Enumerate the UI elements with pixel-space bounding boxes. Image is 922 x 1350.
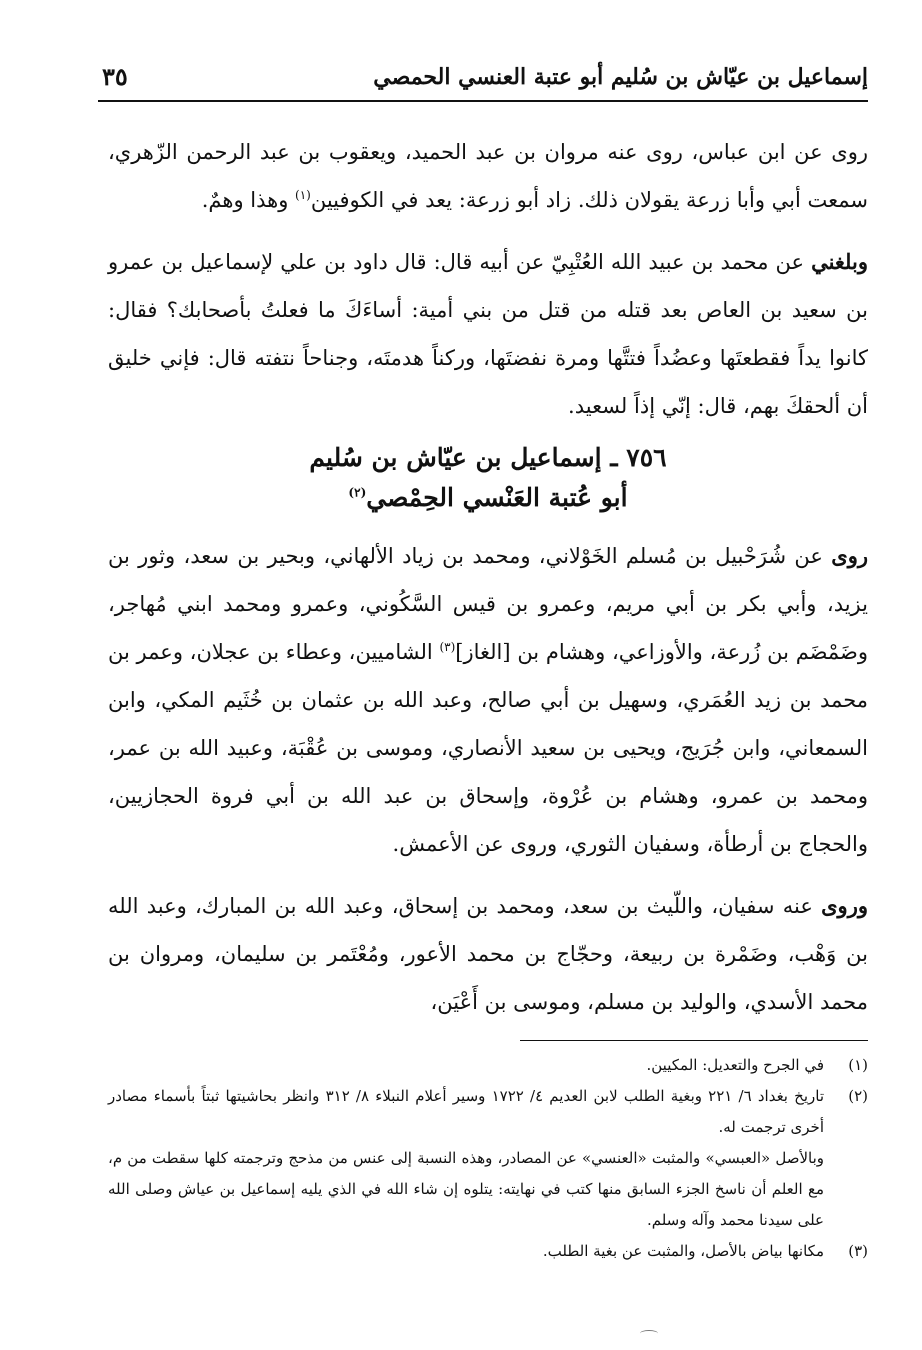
footnote-2-text: تاريخ بغداد ٦/ ٢٢١ وبغية الطلب لابن العديم ٤/ ١٧٢٢ وسير أعلام النبلاء ٨/ ٣١٢ وانظر بحاشيتها ثبتاً بأسماء مصادر أخرى ترجمت له. (108, 1087, 825, 1136)
paragraph-4 (108, 882, 868, 1026)
footnote-2 (108, 1081, 868, 1143)
entry-heading-line-2-wrap (108, 478, 868, 518)
entry-heading-line-2: أبو عُتبة العَنْسي الحِمْصي (366, 483, 628, 512)
entry-heading (108, 438, 868, 518)
paragraph-2-text: عن محمد بن عبيد الله العُتْبِيّ عن أبيه قال: قال داود بن علي لإسماعيل بن عمرو بن سعيد بن العاص بعد قتله من قتل من بني أمية: أساءَكَ ما فعلتُ بأصحابك؟ فقال: كانوا يداً فقطعتَها وعضُداً فتتَّها ومرة نفضتَها، وركناً هدمتَه، وجناحاً نتفته قال: فإني خليق أن ألحقكَ بهم، قال: إنّي إذاً لسعيد. (108, 250, 868, 418)
footnote-ref-1: (١) (295, 188, 311, 202)
running-title: إسماعيل بن عيّاش بن سُليم أبو عتبة العنسي الحمصي (373, 64, 868, 90)
footnote-1-number: (١) (848, 1056, 868, 1074)
paragraph-3-lead: روى (831, 543, 868, 568)
footnote-1 (108, 1050, 868, 1081)
entry-heading-line-1: ٧٥٦ ـ إسماعيل بن عيّاش بن سُليم (309, 443, 667, 472)
page-number: ٣٥ (102, 62, 128, 91)
footnote-ref-2: (٢) (348, 485, 367, 500)
footnotes (108, 1050, 868, 1267)
footnote-3-text: مكانها بياض بالأصل، والمثبت عن بغية الطلب. (542, 1242, 824, 1260)
paragraph-4-lead: وروى (821, 893, 868, 918)
footnote-divider (520, 1040, 868, 1041)
paragraph-3-text-a: عن شُرَحْبيل بن مُسلم الخَوْلاني، ومحمد بن زياد الألهاني، وبحير بن سعد، وثور بن يزيد، وأبي بكر بن أبي مريم، وعمرو بن قيس السَّكُوني، وعمرو ومحمد ابني مُهاجر، وضَمْضَم بن زُرعة، والأوزاعي، وهشام بن [الغاز] (108, 544, 868, 664)
footnote-3-number: (٣) (848, 1242, 868, 1260)
footnote-ref-3: (٣) (439, 640, 456, 654)
footnote-2-number: (٢) (848, 1087, 868, 1105)
paragraph-1-text: روى عن ابن عباس، روى عنه مروان بن عبد الحميد، ويعقوب بن عبد الرحمن الزّهري، سمعت أبي وأبا زرعة يقولان ذلك. زاد أبو زرعة: يعد في الكوفيين (108, 140, 868, 212)
paragraph-2-lead: وبلغني (811, 249, 868, 274)
footnote-3 (108, 1236, 868, 1267)
main-text (108, 128, 868, 1026)
paragraph-1-end: وهذا وهمٌ. (201, 188, 296, 212)
paragraph-1 (108, 128, 868, 224)
footnote-1-text: في الجرح والتعديل: المكيين. (646, 1056, 824, 1074)
paragraph-3-text-b: الشاميين، وعطاء بن عجلان، وعمر بن محمد بن زيد العُمَري، وسهيل بن أبي صالح، وعبد الله بن عثمان بن خُثَيم المكي، وابن السمعاني، وابن جُرَيج، ويحيى بن سعيد الأنصاري، وموسى بن عُقْبَة، وعبيد الله بن عمر، ومحمد بن عمرو، وهشام بن عُرْوة، وإسحاق بن عبد الله بن أبي فروة الحجازيين، والحجاج بن أرطأة، وسفيان الثوري، وروى عن الأعمش. (108, 640, 868, 856)
paragraph-2 (108, 238, 868, 430)
paragraph-3 (108, 532, 868, 868)
paragraph-4-text: عنه سفيان، واللّيث بن سعد، ومحمد بن إسحاق، وعبد الله بن المبارك، وعبد الله بن وَهْب، وضَمْرة بن ربيعة، وحجّاج بن محمد الأعور، ومُعْتَمر بن سليمان، ومروان بن محمد الأسدي، والوليد بن مسلم، وموسى بن أَعْيَن، (108, 894, 868, 1014)
page-mark (640, 1330, 658, 1337)
footnote-2-continuation: وبالأصل «العبسي» والمثبت «العنسي» عن المصادر، وهذه النسبة إلى عنس من مذحج وترجمته كلها سقطت من م، مع العلم أن ناسخ الجزء السابق منها كتب في نهايته: يتلوه إن شاء الله في الذي يليه إسماعيل بن عياش وصلى الله على سيدنا محمد وآله وسلم. (108, 1149, 824, 1229)
running-header (98, 58, 868, 102)
